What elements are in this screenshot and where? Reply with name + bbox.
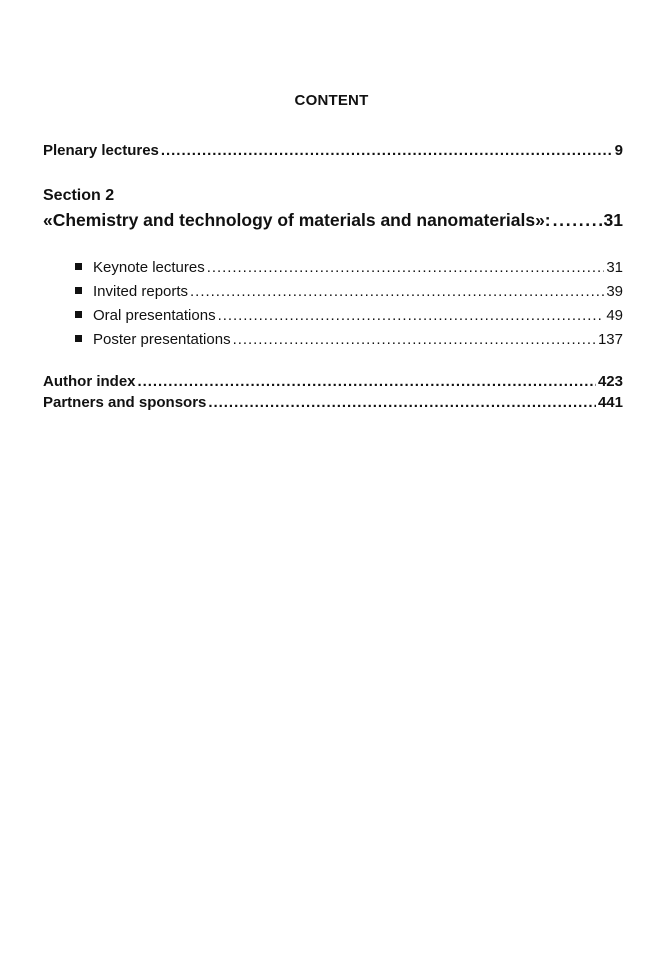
- toc-subentry-poster-presentations: [75, 331, 623, 348]
- dot-leader: [233, 331, 596, 348]
- dot-leader: [207, 259, 605, 276]
- toc-entry-label: Author index: [43, 373, 136, 390]
- toc-subentry-invited-reports: [75, 283, 623, 300]
- toc-subentry-label: Poster presentations: [93, 331, 231, 348]
- toc-entry-page-number: 423: [597, 373, 623, 390]
- toc-entry-page-number: 441: [597, 394, 623, 411]
- toc-subentry-label: Keynote lectures: [93, 259, 205, 276]
- toc-subentry-page-number: 137: [597, 331, 623, 348]
- toc-subentry-oral-presentations: [75, 307, 623, 324]
- toc-entry-section-title: [43, 210, 623, 231]
- toc-subentry-page-number: 39: [606, 283, 623, 300]
- dot-leader: [190, 283, 604, 300]
- square-bullet-icon: [75, 263, 82, 270]
- dot-leader: [138, 373, 596, 390]
- square-bullet-icon: [75, 311, 82, 318]
- toc-entry-plenary-lectures: [43, 142, 623, 159]
- toc-subentry-page-number: 49: [606, 307, 623, 324]
- toc-entry-partners-and-sponsors: [43, 394, 623, 411]
- toc-entry-page-number: 31: [603, 210, 623, 230]
- dot-leader: [553, 210, 602, 231]
- dot-leader: [161, 142, 613, 159]
- page-title: CONTENT: [294, 92, 369, 109]
- toc-entry-label: Plenary lectures: [43, 142, 159, 159]
- toc-entry-label: Partners and sponsors: [43, 394, 207, 411]
- section-heading: Section 2: [43, 187, 115, 204]
- toc-subentry-page-number: 31: [606, 259, 623, 276]
- toc-entry-author-index: [43, 373, 623, 390]
- toc-subentry-label: Invited reports: [93, 283, 189, 300]
- square-bullet-icon: [75, 287, 82, 294]
- toc-entry-label: «Chemistry and technology of materials and nanomaterials»:: [43, 210, 551, 230]
- square-bullet-icon: [75, 335, 82, 342]
- toc-subentry-label: Oral presentations: [93, 307, 216, 324]
- dot-leader: [218, 307, 605, 324]
- toc-entry-page-number: 9: [614, 142, 623, 159]
- toc-subentry-keynote-lectures: [75, 259, 623, 276]
- dot-leader: [208, 394, 596, 411]
